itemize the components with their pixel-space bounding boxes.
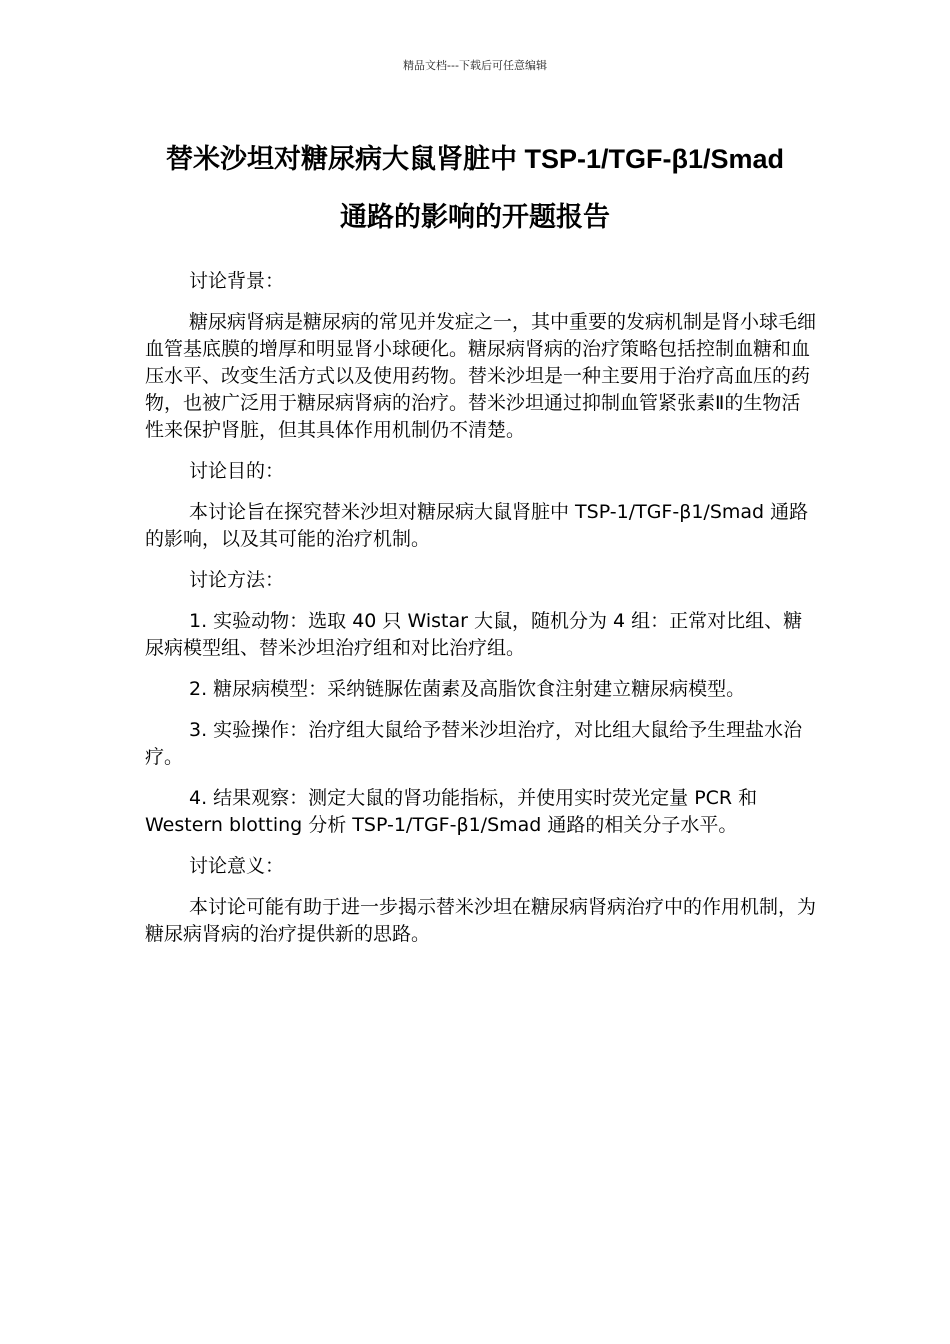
significance-paragraph: 本讨论可能有助于进一步揭示替米沙坦在糖尿病肾病治疗中的作用机制，为糖尿病肾病的治疗提供新的思路。 (145, 896, 817, 945)
title-line-2: 通路的影响的开题报告 (340, 202, 610, 232)
purpose-heading: 讨论目的： (189, 460, 285, 482)
method-item-2: 2. 糖尿病模型：采纳链脲佐菌素及高脂饮食注射建立糖尿病模型。 (189, 678, 746, 700)
significance-heading: 讨论意义： (189, 855, 285, 877)
method-item-3: 3. 实验操作：治疗组大鼠给予替米沙坦治疗，对比组大鼠给予生理盐水治疗。 (145, 719, 803, 768)
page-header: 精品文档---下载后可任意编辑 (403, 59, 547, 72)
method-heading: 讨论方法： (189, 569, 285, 591)
document-title (100, 130, 850, 246)
method-item-4: 4. 结果观察：测定大鼠的肾功能指标，并使用实时荧光定量 PCR 和 Western blotting 分析 TSP-1/TGF-β1/Smad 通路的相关分子水平。 (145, 787, 758, 836)
title-line-1: 替米沙坦对糖尿病大鼠肾脏中 TSP-1/TGF-β1/Smad (165, 144, 785, 174)
document-body (145, 268, 817, 962)
background-heading: 讨论背景： (189, 270, 285, 292)
purpose-paragraph: 本讨论旨在探究替米沙坦对糖尿病大鼠肾脏中 TSP-1/TGF-β1/Smad 通路的影响，以及其可能的治疗机制。 (145, 501, 809, 550)
method-item-1: 1. 实验动物：选取 40 只 Wistar 大鼠，随机分为 4 组：正常对比组、糖尿病模型组、替米沙坦治疗组和对比治疗组。 (145, 610, 803, 659)
background-paragraph: 糖尿病肾病是糖尿病的常见并发症之一，其中重要的发病机制是肾小球毛细血管基底膜的增厚和明显肾小球硬化。糖尿病肾病的治疗策略包括控制血糖和血压水平、改变生活方式以及使用药物。替米沙坦是一种主要用于治疗高血压的药物，也被广泛用于糖尿病肾病的治疗。替米沙坦通过抑制血管紧张素Ⅱ的生物活性来保护肾脏，但其具体作用机制仍不清楚。 (145, 311, 817, 441)
